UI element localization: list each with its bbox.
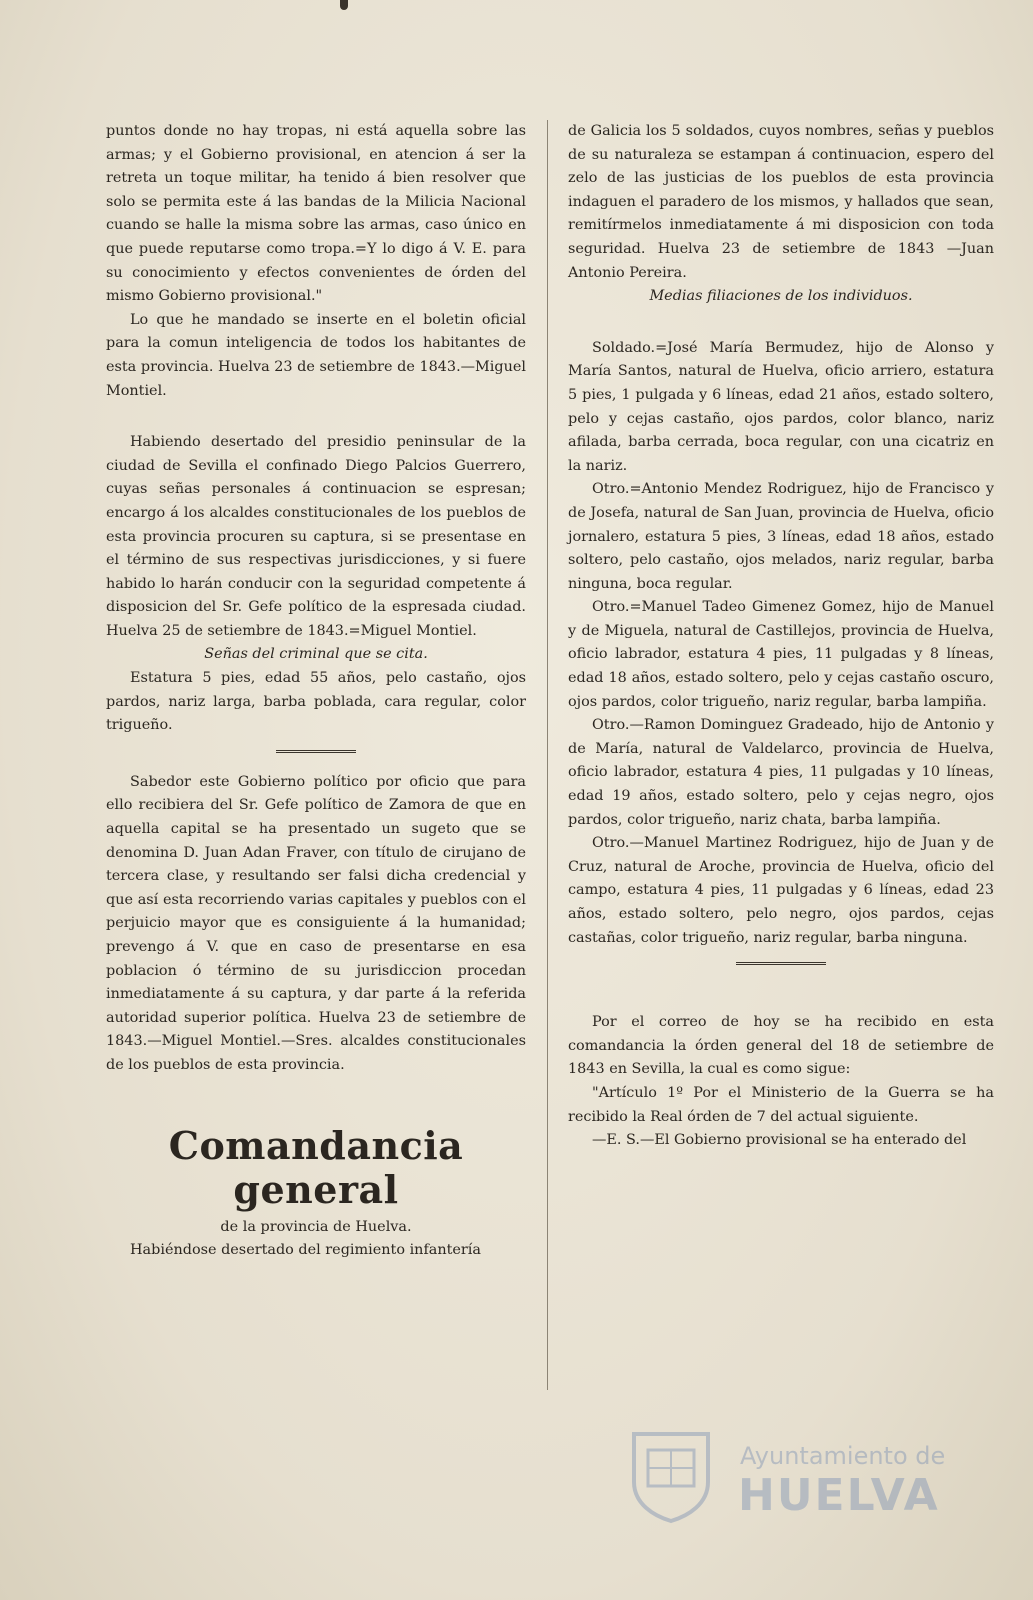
section-divider xyxy=(276,750,356,755)
left-paragraph-3: Habiendo desertado del presidio peninsular de la ciudad de Sevilla el confinado Diego Palcios Guerrero, cuyas señas personales á continuacion se espresan; encargo á los alcaldes constitucionales de los pueblos de esta provincia procuren su captura, si se presentase en el término de sus respectivas jurisdicciones, y si fuere habido lo harán conducir con la seguridad competente á disposicion del Sr. Gefe político de la espresada ciudad. Huelva 25 de setiembre de 1843.=Miguel Montiel. xyxy=(106,434,526,639)
section-subtitle: de la provincia de Huelva. xyxy=(220,1218,412,1235)
coat-of-arms-icon xyxy=(628,1428,714,1524)
left-paragraph-2: Lo que he mandado se inserte en el boletin oficial para la comun inteligencia de todos los habitantes de esta provincia. Huelva 23 de setiembre de 1843.—Miguel Montiel. xyxy=(106,311,526,399)
watermark-line-2: HUELVA xyxy=(738,1470,940,1521)
right-paragraph-5: Otro.—Ramon Dominguez Gradeado, hijo de Antonio y de María, natural de Valdelarco, provincia de Huelva, oficio labrador, estatura 4 pies, 11 pulgadas y 10 líneas, edad 19 años, estado soltero, pelo y cejas negro, ojos pardos, color trigueño, nariz chata, barba lampiña. xyxy=(568,717,994,828)
right-paragraph-9: —E. S.—El Gobierno provisional se ha enterado del xyxy=(592,1132,967,1149)
section-title: Comandancia general xyxy=(168,1122,464,1212)
right-paragraph-8: "Artículo 1º Por el Ministerio de la Guerra se ha recibido la Real órden de 7 del actual siguiente. xyxy=(568,1084,994,1125)
print-mark xyxy=(340,0,348,10)
right-paragraph-4: Otro.=Manuel Tadeo Gimenez Gomez, hijo de Manuel y de Miguela, natural de Castillejos, provincia de Huelva, oficio labrador, estatura 4 pies, 11 pulgadas y 8 líneas, edad 18 años, estado soltero, pelo y cejas castaño oscuro, ojos pardos, color trigueño, nariz regular, barba lampiña. xyxy=(568,599,994,710)
archive-watermark xyxy=(628,1428,946,1524)
right-column xyxy=(568,120,994,1153)
left-paragraph-6: Habiéndose desertado del regimiento infantería xyxy=(130,1242,481,1259)
right-paragraph-3: Otro.=Antonio Mendez Rodriguez, hijo de Francisco y de Josefa, natural de San Juan, provincia de Huelva, oficio jornalero, estatura 5 pies, 3 líneas, edad 18 años, estado soltero, pelo castaño, ojos melados, nariz regular, barba ninguna, boca regular. xyxy=(568,481,994,592)
right-paragraph-2: Soldado.=José María Bermudez, hijo de Alonso y María Santos, natural de Huelva, oficio arriero, estatura 5 pies, 1 pulgada y 6 líneas, edad 21 años, estado soltero, pelo y cejas castaño, ojos pardos, color blanco, nariz afilada, barba cerrada, boca regular, con una cicatriz en la nariz. xyxy=(568,339,994,474)
spacer xyxy=(106,403,526,431)
left-column xyxy=(106,120,526,1263)
spacer xyxy=(568,309,994,337)
left-subheading-1: Señas del criminal que se cita. xyxy=(204,646,428,663)
section-divider xyxy=(736,962,826,967)
right-subheading-1: Medias filiaciones de los individuos. xyxy=(649,288,913,305)
left-paragraph-1: puntos donde no hay tropas, ni está aquella sobre las armas; y el Gobierno provisional, en atencion á ser la retreta un toque militar, ha tenido á bien resolver que solo se permita este á las bandas de la Milicia Nacional cuando se halle la misma sobre las armas, caso único en que puede reputarse como tropa.=Y lo digo á V. E. para su conocimiento y efectos convenientes de órden del mismo Gobierno provisional." xyxy=(106,123,526,305)
right-paragraph-1: de Galicia los 5 soldados, cuyos nombres, señas y pueblos de su naturaleza se estampan á continuacion, espero del zelo de las justicias de los pueblos de esta provincia indaguen el paradero de los mismos, y hallados que sean, remitírmelos inmediatamente á mi disposicion con toda seguridad. Huelva 23 de setiembre de 1843 —Juan Antonio Pereira. xyxy=(568,123,994,281)
column-divider xyxy=(547,120,548,1390)
right-paragraph-6: Otro.—Manuel Martinez Rodriguez, hijo de Juan y de Cruz, natural de Aroche, provincia de Huelva, oficio del campo, estatura 4 pies, 11 pulgadas y 6 líneas, edad 23 años, estado soltero, pelo negro, ojos pardos, cejas castañas, color trigueño, nariz regular, barba ninguna. xyxy=(568,835,994,946)
left-paragraph-4: Estatura 5 pies, edad 55 años, pelo castaño, ojos pardos, nariz larga, barba poblada, cara regular, color trigueño. xyxy=(106,670,526,734)
spacer xyxy=(568,983,994,1011)
watermark-line-1: Ayuntamiento de xyxy=(740,1442,946,1470)
right-paragraph-7: Por el correo de hoy se ha recibido en esta comandancia la órden general del 18 de setiembre de 1843 en Sevilla, la cual es como sigue: xyxy=(568,1014,994,1078)
left-paragraph-5: Sabedor este Gobierno político por oficio que para ello recibiera del Sr. Gefe político de Zamora de que en aquella capital se ha presentado un sugeto que se denomina D. Juan Adan Fraver, con título de cirujano de tercera clase, y resultando ser falsi dicha credencial y que así esta recorriendo varias capitales y pueblos con el perjuicio mayor que es consiguiente á la humanidad; prevengo á V. que en caso de presentarse en esa poblacion ó término de su jurisdiccion procedan inmediatamente á su captura, y dar parte á la referida autoridad superior política. Huelva 23 de setiembre de 1843.—Miguel Montiel.—Sres. alcaldes constitucionales de los pueblos de esta provincia. xyxy=(106,773,526,1073)
